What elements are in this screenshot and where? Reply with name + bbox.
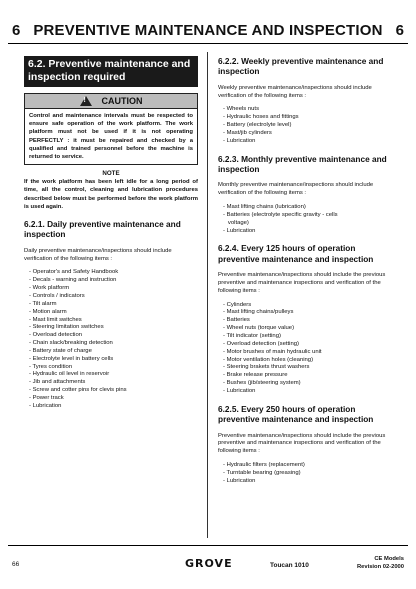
list-item: - Battery (electrolyte level) bbox=[223, 122, 292, 129]
daily-heading: 6.2.1. Daily preventive maintenance and inspection bbox=[24, 219, 181, 240]
header-rule bbox=[8, 43, 408, 44]
list-item: - Motion alarm bbox=[29, 308, 67, 315]
weekly-heading: 6.2.2. Weekly preventive maintenance and inspection bbox=[218, 56, 384, 77]
list-item: - Lubrication bbox=[223, 137, 256, 144]
h125-heading: 6.2.4. Every 125 hours of operation preventive maintenance and inspection bbox=[218, 243, 374, 264]
daily-list bbox=[29, 269, 198, 410]
list-item: - Motor ventilation holes (cleaning) bbox=[223, 356, 314, 363]
weekly-list bbox=[223, 106, 392, 145]
h250-list bbox=[223, 462, 392, 486]
h250-heading: 6.2.5. Every 250 hours of operation preventive maintenance and inspection bbox=[218, 403, 374, 425]
chapter-number-right: 6 bbox=[395, 22, 404, 39]
list-item: - Wheel nuts (torque value) bbox=[223, 325, 295, 332]
list-item: - Tilt alarm bbox=[29, 300, 57, 307]
right-column bbox=[218, 56, 392, 485]
list-item: - Cylinders bbox=[223, 301, 252, 308]
column-divider bbox=[207, 52, 208, 538]
h250-intro: Preventive maintenance/inspections should include the previous preventive and maintenance inspections and verification of the following items : bbox=[218, 432, 386, 455]
note-text: If the work platform has been left idle for a long period of time, all the control, cleaning and lubrication procedures described below must be performed before the work platform is used again. bbox=[24, 179, 198, 210]
list-item: - Hydraulic filters (replacement) bbox=[223, 461, 305, 468]
list-item: - Screw and cotter pins for clevis pins bbox=[29, 387, 127, 394]
page-title: PREVENTIVE MAINTENANCE AND INSPECTION bbox=[33, 22, 383, 39]
caution-box bbox=[24, 93, 198, 165]
h125-intro: Preventive maintenance/inspections should include the previous preventive and maintenance inspections and verification of the following items : bbox=[218, 272, 386, 294]
page-header bbox=[8, 22, 408, 42]
footer-rule bbox=[8, 545, 408, 546]
list-item: - Mast lifting chains (lubrication) bbox=[223, 204, 306, 211]
list-item: - Battery state of charge bbox=[29, 347, 92, 354]
list-item: - Operator's and Safety Handbook bbox=[29, 269, 119, 276]
section-title: 6.2. Preventive maintenance and inspection required bbox=[24, 56, 198, 87]
note-title: NOTE bbox=[102, 170, 120, 178]
list-item: - Brake release pressure bbox=[223, 372, 288, 379]
list-item: - Hydraulic oil level in reservoir bbox=[29, 371, 110, 378]
list-item: - Mast/jib cylinders bbox=[223, 129, 272, 136]
list-item: - Hydraulic hoses and fittings bbox=[223, 114, 299, 121]
left-column bbox=[24, 56, 198, 411]
list-item: - Controls / indicators bbox=[29, 292, 85, 299]
list-item: - Steering limitation switches bbox=[29, 324, 104, 331]
monthly-heading: 6.2.3. Monthly preventive maintenance and inspection bbox=[218, 153, 387, 175]
list-item: - Decals - warning and instruction bbox=[29, 277, 117, 284]
monthly-intro: Monthly preventive maintenance/inspections should include verification of the following items : bbox=[218, 182, 374, 197]
list-item: - Batteries bbox=[223, 317, 250, 324]
model-name: Toucan 1010 bbox=[270, 562, 309, 569]
list-item: - Lubrication bbox=[29, 402, 62, 409]
list-item: - Lubrication bbox=[223, 387, 256, 394]
weekly-intro: Weekly preventive maintenance/inspections should include verification of the following items : bbox=[218, 84, 372, 99]
caution-text: Control and maintenance intervals must be respected to ensure safe operation of the work platform. The work platform must not be used if it is not operating PERFECTLY : it must be repaired and checked by a qualified and trained personnel before the machine is returned to service. bbox=[29, 113, 193, 161]
list-item: - Work platform bbox=[29, 285, 70, 292]
chapter-number-left: 6 bbox=[12, 22, 21, 39]
list-item: - Motor brushes of main hydraulic unit bbox=[223, 348, 322, 355]
caution-header bbox=[25, 94, 197, 109]
list-item: - Mast lifting chains/pulleys bbox=[223, 309, 294, 316]
daily-intro: Daily preventive maintenance/inspections should include verification of the following items : bbox=[24, 247, 172, 262]
list-item: - Electrolyte level in battery cells bbox=[29, 355, 114, 362]
list-item: - Lubrication bbox=[223, 227, 256, 234]
models-label: CE Models bbox=[374, 556, 404, 562]
revision-text: Revision 02-2000 bbox=[356, 563, 404, 570]
caution-label: CAUTION bbox=[101, 96, 143, 106]
warning-triangle-icon bbox=[80, 96, 92, 106]
list-item: - Jib and attachments bbox=[29, 379, 86, 386]
list-item: - Overload detection bbox=[29, 332, 83, 339]
list-item: - Lubrication bbox=[223, 477, 256, 484]
list-item: - Mast limit switches bbox=[29, 316, 82, 323]
list-item: - Wheels nuts bbox=[223, 106, 260, 113]
list-item: - Chain slack/breaking detection bbox=[29, 340, 113, 347]
page-number: 66 bbox=[12, 561, 20, 568]
monthly-list bbox=[223, 204, 392, 235]
h125-list bbox=[223, 302, 392, 396]
list-item: - Steering brakets thrust washers bbox=[223, 364, 310, 371]
list-item: - Tyres condition bbox=[29, 363, 73, 370]
list-item: - Turntable bearing (greasing) bbox=[223, 469, 301, 476]
brand-logo: GROVE bbox=[185, 557, 233, 570]
list-item: - Batteries (electrolyte specific gravity - cells bbox=[223, 211, 338, 218]
list-item: - Power track bbox=[29, 394, 64, 401]
list-item: voltage) bbox=[223, 219, 249, 226]
revision-block bbox=[357, 556, 404, 571]
list-item: - Bushes (jib/steering system) bbox=[223, 380, 301, 387]
list-item: - Tilt indicator (setting) bbox=[223, 332, 281, 339]
list-item: - Overload detection (setting) bbox=[223, 340, 299, 347]
